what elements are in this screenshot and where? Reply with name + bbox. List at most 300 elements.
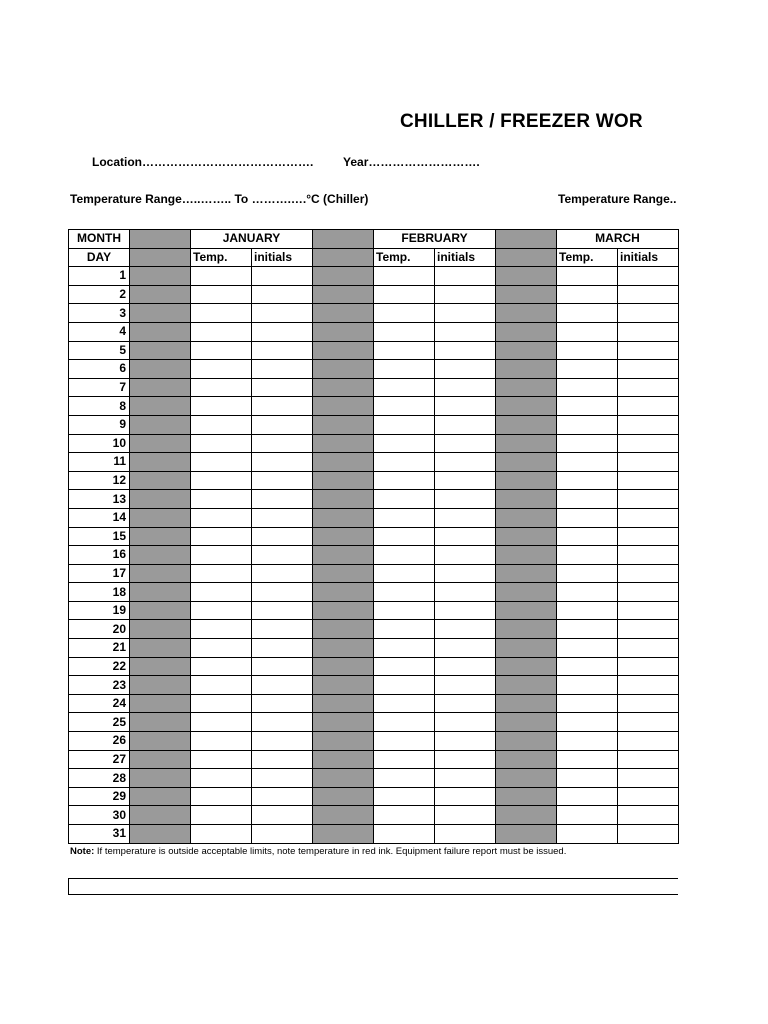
gray-spacer <box>130 508 191 527</box>
temp-cell[interactable] <box>557 787 618 806</box>
initials-cell[interactable] <box>252 769 313 788</box>
temp-cell[interactable] <box>374 769 435 788</box>
initials-cell[interactable] <box>435 601 496 620</box>
temp-cell[interactable] <box>191 583 252 602</box>
initials-cell[interactable] <box>435 490 496 509</box>
temp-cell[interactable] <box>374 434 435 453</box>
initials-cell[interactable] <box>618 769 679 788</box>
temp-cell[interactable] <box>191 564 252 583</box>
temp-cell[interactable] <box>191 453 252 472</box>
temp-cell[interactable] <box>191 769 252 788</box>
gray-spacer <box>496 657 557 676</box>
table-row <box>69 434 679 453</box>
gray-spacer <box>496 415 557 434</box>
temp-header: Temp. <box>191 248 252 267</box>
gray-spacer <box>496 304 557 323</box>
initials-cell[interactable] <box>252 787 313 806</box>
table-row <box>69 713 679 732</box>
temp-cell[interactable] <box>557 750 618 769</box>
gray-spacer <box>130 415 191 434</box>
initials-cell[interactable] <box>618 322 679 341</box>
temp-cell[interactable] <box>557 434 618 453</box>
temp-cell[interactable] <box>191 825 252 844</box>
initials-cell[interactable] <box>435 732 496 751</box>
temp-cell[interactable] <box>374 341 435 360</box>
initials-cell[interactable] <box>435 583 496 602</box>
initials-cell[interactable] <box>618 657 679 676</box>
gray-spacer <box>313 564 374 583</box>
gray-spacer <box>313 769 374 788</box>
initials-cell[interactable] <box>618 378 679 397</box>
note-text: If temperature is outside acceptable limits, note temperature in red ink. Equipment failure report must be issued. <box>94 846 567 857</box>
gray-spacer <box>313 750 374 769</box>
day-number: 15 <box>69 527 130 546</box>
comments-box[interactable] <box>68 878 678 895</box>
temp-cell[interactable] <box>191 527 252 546</box>
gray-spacer <box>496 434 557 453</box>
gray-spacer <box>130 230 191 249</box>
table-row <box>69 750 679 769</box>
gray-spacer <box>313 248 374 267</box>
gray-spacer <box>496 750 557 769</box>
initials-cell[interactable] <box>252 360 313 379</box>
gray-spacer <box>313 713 374 732</box>
gray-spacer <box>496 546 557 565</box>
day-number: 2 <box>69 285 130 304</box>
initials-cell[interactable] <box>252 806 313 825</box>
initials-cell[interactable] <box>618 825 679 844</box>
initials-cell[interactable] <box>252 471 313 490</box>
initials-cell[interactable] <box>252 434 313 453</box>
temp-header: Temp. <box>557 248 618 267</box>
temp-cell[interactable] <box>191 415 252 434</box>
temp-cell[interactable] <box>374 527 435 546</box>
gray-spacer <box>130 657 191 676</box>
temp-cell[interactable] <box>557 601 618 620</box>
initials-cell[interactable] <box>618 285 679 304</box>
gray-spacer <box>130 322 191 341</box>
temp-cell[interactable] <box>374 620 435 639</box>
initials-cell[interactable] <box>618 434 679 453</box>
temp-cell[interactable] <box>557 322 618 341</box>
initials-cell[interactable] <box>618 360 679 379</box>
temp-cell[interactable] <box>557 639 618 658</box>
initials-cell[interactable] <box>435 546 496 565</box>
initials-cell[interactable] <box>618 620 679 639</box>
temp-cell[interactable] <box>374 583 435 602</box>
initials-cell[interactable] <box>435 471 496 490</box>
initials-cell[interactable] <box>618 676 679 695</box>
day-number: 14 <box>69 508 130 527</box>
initials-cell[interactable] <box>618 415 679 434</box>
temp-cell[interactable] <box>191 639 252 658</box>
gray-spacer <box>313 341 374 360</box>
gray-spacer <box>130 397 191 416</box>
initials-cell[interactable] <box>618 713 679 732</box>
initials-cell[interactable] <box>435 657 496 676</box>
temp-cell[interactable] <box>557 713 618 732</box>
day-number: 1 <box>69 267 130 286</box>
day-number: 3 <box>69 304 130 323</box>
month-label: MONTH <box>69 230 130 249</box>
temperature-range-field[interactable]: Temperature Range.. <box>558 192 677 206</box>
initials-cell[interactable] <box>618 601 679 620</box>
temp-cell[interactable] <box>191 694 252 713</box>
temp-cell[interactable] <box>557 546 618 565</box>
gray-spacer <box>130 732 191 751</box>
initials-cell[interactable] <box>252 322 313 341</box>
temp-cell[interactable] <box>557 825 618 844</box>
temp-cell[interactable] <box>191 750 252 769</box>
initials-cell[interactable] <box>252 620 313 639</box>
day-number: 11 <box>69 453 130 472</box>
day-number: 12 <box>69 471 130 490</box>
initials-cell[interactable] <box>252 508 313 527</box>
table-row <box>69 601 679 620</box>
day-number: 4 <box>69 322 130 341</box>
temp-cell[interactable] <box>374 806 435 825</box>
temp-cell[interactable] <box>374 694 435 713</box>
gray-spacer <box>496 397 557 416</box>
temp-cell[interactable] <box>374 564 435 583</box>
initials-cell[interactable] <box>618 508 679 527</box>
initials-cell[interactable] <box>435 676 496 695</box>
initials-cell[interactable] <box>252 341 313 360</box>
gray-spacer <box>130 304 191 323</box>
table-row <box>69 769 679 788</box>
initials-cell[interactable] <box>618 490 679 509</box>
temp-cell[interactable] <box>374 676 435 695</box>
temp-cell[interactable] <box>557 806 618 825</box>
gray-spacer <box>496 471 557 490</box>
initials-cell[interactable] <box>435 285 496 304</box>
temp-cell[interactable] <box>374 453 435 472</box>
table-row <box>69 285 679 304</box>
temp-cell[interactable] <box>557 415 618 434</box>
initials-cell[interactable] <box>252 639 313 658</box>
initials-header: initials <box>435 248 496 267</box>
initials-cell[interactable] <box>435 267 496 286</box>
initials-cell[interactable] <box>618 267 679 286</box>
day-label: DAY <box>69 248 130 267</box>
gray-spacer <box>130 378 191 397</box>
temp-cell[interactable] <box>374 732 435 751</box>
initials-cell[interactable] <box>435 322 496 341</box>
initials-cell[interactable] <box>435 508 496 527</box>
initials-cell[interactable] <box>618 546 679 565</box>
initials-cell[interactable] <box>618 304 679 323</box>
gray-spacer <box>313 639 374 658</box>
temp-cell[interactable] <box>557 676 618 695</box>
gray-spacer <box>313 490 374 509</box>
gray-spacer <box>130 490 191 509</box>
temp-cell[interactable] <box>557 285 618 304</box>
initials-cell[interactable] <box>435 378 496 397</box>
initials-cell[interactable] <box>252 694 313 713</box>
initials-cell[interactable] <box>252 304 313 323</box>
temp-cell[interactable] <box>557 378 618 397</box>
temp-cell[interactable] <box>191 267 252 286</box>
initials-cell[interactable] <box>435 453 496 472</box>
initials-cell[interactable] <box>252 657 313 676</box>
initials-cell[interactable] <box>252 583 313 602</box>
day-number: 30 <box>69 806 130 825</box>
initials-cell[interactable] <box>252 378 313 397</box>
temp-cell[interactable] <box>374 360 435 379</box>
gray-spacer <box>496 694 557 713</box>
day-number: 26 <box>69 732 130 751</box>
gray-spacer <box>130 527 191 546</box>
temp-cell[interactable] <box>557 732 618 751</box>
temp-cell[interactable] <box>191 676 252 695</box>
initials-cell[interactable] <box>618 583 679 602</box>
table-row <box>69 806 679 825</box>
temp-cell[interactable] <box>191 620 252 639</box>
initials-cell[interactable] <box>618 750 679 769</box>
gray-spacer <box>313 360 374 379</box>
table-row <box>69 360 679 379</box>
initials-cell[interactable] <box>435 713 496 732</box>
initials-cell[interactable] <box>252 825 313 844</box>
temp-cell[interactable] <box>557 397 618 416</box>
temp-cell[interactable] <box>191 322 252 341</box>
temp-cell[interactable] <box>374 304 435 323</box>
initials-cell[interactable] <box>618 732 679 751</box>
initials-cell[interactable] <box>618 341 679 360</box>
temp-cell[interactable] <box>191 378 252 397</box>
temp-cell[interactable] <box>557 267 618 286</box>
gray-spacer <box>130 694 191 713</box>
year-field[interactable]: Year………………………. <box>343 155 480 169</box>
initials-cell[interactable] <box>435 415 496 434</box>
initials-cell[interactable] <box>252 750 313 769</box>
day-number: 8 <box>69 397 130 416</box>
gray-spacer <box>496 508 557 527</box>
gray-spacer <box>313 453 374 472</box>
temp-cell[interactable] <box>374 713 435 732</box>
initials-cell[interactable] <box>252 601 313 620</box>
temp-cell[interactable] <box>557 490 618 509</box>
initials-cell[interactable] <box>618 639 679 658</box>
temp-cell[interactable] <box>374 601 435 620</box>
temp-cell[interactable] <box>191 713 252 732</box>
initials-cell[interactable] <box>618 527 679 546</box>
gray-spacer <box>496 453 557 472</box>
gray-spacer <box>130 471 191 490</box>
temp-cell[interactable] <box>557 527 618 546</box>
temp-header: Temp. <box>374 248 435 267</box>
day-number: 6 <box>69 360 130 379</box>
initials-cell[interactable] <box>618 471 679 490</box>
initials-cell[interactable] <box>252 490 313 509</box>
initials-cell[interactable] <box>618 694 679 713</box>
temp-cell[interactable] <box>557 360 618 379</box>
initials-cell[interactable] <box>252 713 313 732</box>
table-row <box>69 639 679 658</box>
gray-spacer <box>130 434 191 453</box>
temp-cell[interactable] <box>374 267 435 286</box>
initials-cell[interactable] <box>435 639 496 658</box>
initials-cell[interactable] <box>618 806 679 825</box>
temp-cell[interactable] <box>191 471 252 490</box>
temp-cell[interactable] <box>191 657 252 676</box>
temp-cell[interactable] <box>374 378 435 397</box>
initials-cell[interactable] <box>252 453 313 472</box>
temp-cell[interactable] <box>557 471 618 490</box>
initials-header: initials <box>252 248 313 267</box>
temp-cell[interactable] <box>557 769 618 788</box>
table-row <box>69 527 679 546</box>
gray-spacer <box>313 546 374 565</box>
initials-cell[interactable] <box>252 527 313 546</box>
gray-spacer <box>313 806 374 825</box>
initials-cell[interactable] <box>618 564 679 583</box>
initials-cell[interactable] <box>435 769 496 788</box>
gray-spacer <box>130 453 191 472</box>
temp-cell[interactable] <box>557 341 618 360</box>
temp-cell[interactable] <box>374 397 435 416</box>
temp-cell[interactable] <box>557 564 618 583</box>
temp-cell[interactable] <box>191 601 252 620</box>
temp-cell[interactable] <box>191 546 252 565</box>
temperature-range-chiller-field[interactable]: Temperature Range…..…….. To ……….….°C (Chiller) <box>70 192 369 206</box>
gray-spacer <box>496 639 557 658</box>
initials-cell[interactable] <box>252 267 313 286</box>
initials-cell[interactable] <box>435 564 496 583</box>
day-number: 9 <box>69 415 130 434</box>
initials-cell[interactable] <box>252 564 313 583</box>
temp-cell[interactable] <box>557 453 618 472</box>
temp-cell[interactable] <box>191 787 252 806</box>
initials-cell[interactable] <box>252 285 313 304</box>
gray-spacer <box>496 713 557 732</box>
temperature-log-table <box>68 229 679 844</box>
temp-cell[interactable] <box>191 397 252 416</box>
day-header-row <box>69 248 679 267</box>
table-row <box>69 508 679 527</box>
initials-cell[interactable] <box>435 787 496 806</box>
temp-cell[interactable] <box>557 694 618 713</box>
gray-spacer <box>496 583 557 602</box>
gray-spacer <box>130 583 191 602</box>
temp-cell[interactable] <box>191 508 252 527</box>
month-february: FEBRUARY <box>374 230 496 249</box>
initials-cell[interactable] <box>435 694 496 713</box>
day-number: 20 <box>69 620 130 639</box>
temp-cell[interactable] <box>374 639 435 658</box>
initials-cell[interactable] <box>435 360 496 379</box>
day-number: 17 <box>69 564 130 583</box>
gray-spacer <box>313 787 374 806</box>
temp-cell[interactable] <box>374 825 435 844</box>
temp-cell[interactable] <box>557 304 618 323</box>
temp-cell[interactable] <box>191 490 252 509</box>
gray-spacer <box>130 601 191 620</box>
initials-cell[interactable] <box>435 825 496 844</box>
gray-spacer <box>313 378 374 397</box>
temp-cell[interactable] <box>374 471 435 490</box>
gray-spacer <box>313 508 374 527</box>
table-row <box>69 676 679 695</box>
day-number: 13 <box>69 490 130 509</box>
initials-cell[interactable] <box>435 434 496 453</box>
gray-spacer <box>130 825 191 844</box>
initials-cell[interactable] <box>435 341 496 360</box>
initials-cell[interactable] <box>435 397 496 416</box>
gray-spacer <box>130 676 191 695</box>
temp-cell[interactable] <box>557 657 618 676</box>
gray-spacer <box>313 601 374 620</box>
table-row <box>69 267 679 286</box>
initials-header: initials <box>618 248 679 267</box>
day-number: 23 <box>69 676 130 695</box>
initials-cell[interactable] <box>252 415 313 434</box>
initials-cell[interactable] <box>435 806 496 825</box>
temp-cell[interactable] <box>191 341 252 360</box>
temp-cell[interactable] <box>191 360 252 379</box>
temp-cell[interactable] <box>374 285 435 304</box>
gray-spacer <box>496 806 557 825</box>
temp-cell[interactable] <box>374 750 435 769</box>
temp-cell[interactable] <box>374 322 435 341</box>
initials-cell[interactable] <box>618 453 679 472</box>
initials-cell[interactable] <box>252 397 313 416</box>
initials-cell[interactable] <box>435 750 496 769</box>
initials-cell[interactable] <box>435 527 496 546</box>
temp-cell[interactable] <box>191 732 252 751</box>
gray-spacer <box>313 657 374 676</box>
gray-spacer <box>496 322 557 341</box>
gray-spacer <box>496 490 557 509</box>
temp-cell[interactable] <box>557 508 618 527</box>
initials-cell[interactable] <box>252 546 313 565</box>
gray-spacer <box>313 397 374 416</box>
temp-cell[interactable] <box>374 415 435 434</box>
initials-cell[interactable] <box>252 676 313 695</box>
table-row <box>69 378 679 397</box>
gray-spacer <box>496 564 557 583</box>
initials-cell[interactable] <box>435 620 496 639</box>
gray-spacer <box>130 787 191 806</box>
gray-spacer <box>313 676 374 695</box>
gray-spacer <box>313 583 374 602</box>
initials-cell[interactable] <box>618 787 679 806</box>
gray-spacer <box>130 341 191 360</box>
temp-cell[interactable] <box>374 657 435 676</box>
gray-spacer <box>130 546 191 565</box>
temp-cell[interactable] <box>557 583 618 602</box>
gray-spacer <box>496 527 557 546</box>
initials-cell[interactable] <box>435 304 496 323</box>
location-field[interactable]: Location……………………………………. <box>92 155 314 169</box>
temp-cell[interactable] <box>191 806 252 825</box>
initials-cell[interactable] <box>618 397 679 416</box>
table-row <box>69 620 679 639</box>
temp-cell[interactable] <box>374 490 435 509</box>
gray-spacer <box>130 285 191 304</box>
temp-cell[interactable] <box>374 508 435 527</box>
temp-cell[interactable] <box>374 787 435 806</box>
day-number: 21 <box>69 639 130 658</box>
gray-spacer <box>496 360 557 379</box>
gray-spacer <box>313 415 374 434</box>
initials-cell[interactable] <box>252 732 313 751</box>
temp-cell[interactable] <box>191 285 252 304</box>
temp-cell[interactable] <box>374 546 435 565</box>
temp-cell[interactable] <box>191 304 252 323</box>
temp-cell[interactable] <box>557 620 618 639</box>
temp-cell[interactable] <box>191 434 252 453</box>
